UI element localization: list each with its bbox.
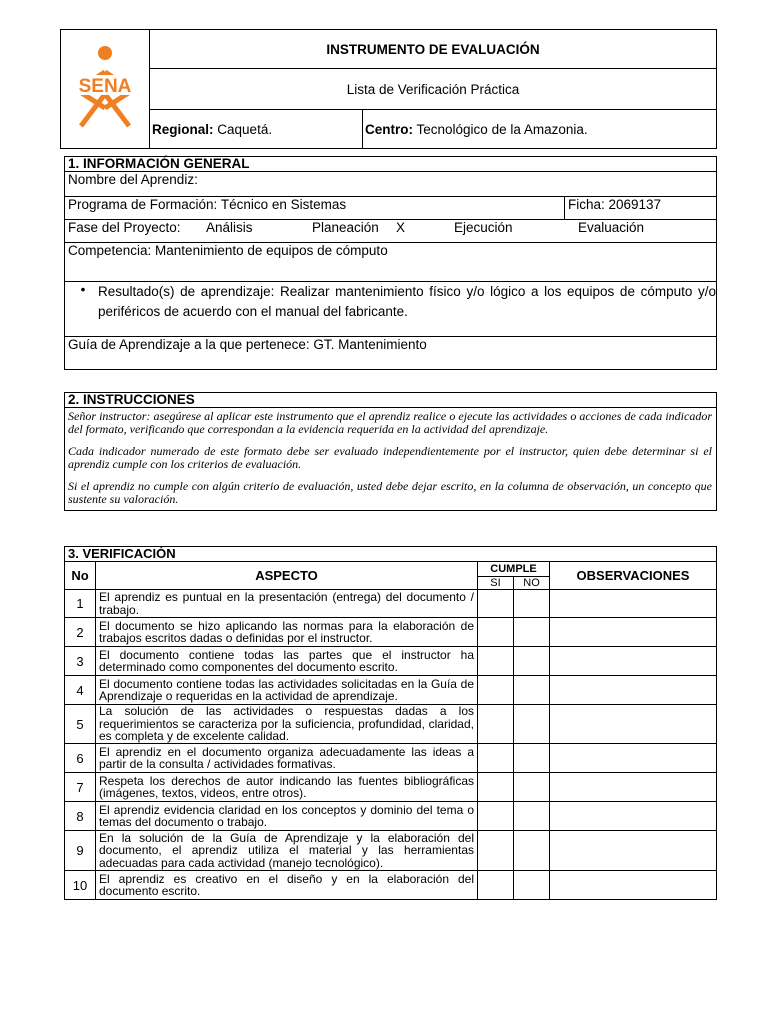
instruction-paragraph: Si el aprendiz no cumple con algún criterio de evaluación, usted debe dejar escrito, en la columna de observación, un concepto que sustente su valoración.	[68, 479, 712, 506]
centro-cell	[363, 110, 717, 149]
row-number: 8	[65, 802, 96, 831]
centro-value: Tecnológico de la Amazonia.	[416, 121, 588, 137]
aspect-text: La solución de las actividades o respuestas dadas a los requerimientos se caracteriza por la suficiencia, profundidad, claridad, es completa y de excelente calidad.	[96, 705, 478, 744]
cumple-no-cell[interactable]	[514, 744, 550, 773]
col-observaciones-header: OBSERVACIONES	[550, 562, 717, 590]
cumple-no-cell[interactable]	[514, 705, 550, 744]
aspect-text: El documento se hizo aplicando las normas para la elaboración de trabajos escritos dadas o definidas por el instructor.	[96, 618, 478, 647]
cumple-si-cell[interactable]	[478, 705, 514, 744]
observaciones-cell[interactable]	[550, 618, 717, 647]
regional-cell	[150, 110, 363, 149]
aspect-text: Respeta los derechos de autor indicando las fuentes bibliográficas (imágenes, textos, videos, entre otros).	[96, 773, 478, 802]
row-number: 4	[65, 676, 96, 705]
guia-aprendizaje-field: Guía de Aprendizaje a la que pertenece: GT. Mantenimiento	[65, 337, 717, 370]
col-cumple-header: CUMPLE	[478, 562, 550, 577]
observaciones-cell[interactable]	[550, 802, 717, 831]
regional-value: Caquetá.	[217, 121, 273, 137]
cumple-si-cell[interactable]	[478, 590, 514, 618]
regional-label: Regional:	[152, 121, 214, 137]
document-subtitle: Lista de Verificación Práctica	[150, 69, 717, 110]
row-number: 1	[65, 590, 96, 618]
table-row	[65, 618, 717, 647]
row-number: 9	[65, 831, 96, 871]
row-number: 2	[65, 618, 96, 647]
aspect-text: El aprendiz es puntual en la presentación (entrega) del documento / trabajo.	[96, 590, 478, 618]
fase-ejecucion: Ejecución	[454, 220, 513, 235]
cumple-no-cell[interactable]	[514, 831, 550, 871]
aspect-text: El aprendiz es creativo en el diseño y en la elaboración del documento escrito.	[96, 871, 478, 900]
cumple-si-cell[interactable]	[478, 802, 514, 831]
observaciones-cell[interactable]	[550, 744, 717, 773]
row-number: 6	[65, 744, 96, 773]
fase-analisis: Análisis	[206, 220, 253, 235]
header-table	[60, 29, 717, 149]
col-aspecto-header: ASPECTO	[96, 562, 478, 590]
instruction-paragraph: Señor instructor: asegúrese al aplicar este instrumento que el aprendiz realice o ejecute las actividades o acciones de cada indicador del formato, verificando que correspondan a la evidencia requerida en la actividad del aprendizaje.	[68, 409, 712, 436]
observaciones-cell[interactable]	[550, 676, 717, 705]
cumple-si-cell[interactable]	[478, 676, 514, 705]
col-no-header: No	[65, 562, 96, 590]
instruction-paragraph: Cada indicador numerado de este formato debe ser evaluado independientemente por el instructor, quien debe determinar si el aprendiz cumple con los criterios de evaluación.	[68, 444, 712, 471]
sena-logo-icon	[65, 44, 145, 130]
table-row	[65, 773, 717, 802]
cumple-si-cell[interactable]	[478, 773, 514, 802]
aspect-text: En la solución de la Guía de Aprendizaje y la elaboración del documento, el aprendiz utiliza el material y las herramientas adecuadas para cada actividad (manejo tecnológico).	[96, 831, 478, 871]
row-number: 7	[65, 773, 96, 802]
table-row	[65, 802, 717, 831]
programa-field: Programa de Formación: Técnico en Sistemas	[65, 197, 565, 220]
cumple-si-cell[interactable]	[478, 871, 514, 900]
competencia-field: Competencia: Mantenimiento de equipos de cómputo	[65, 243, 717, 282]
instructions-body	[65, 408, 717, 511]
fase-planeacion-mark: X	[396, 220, 406, 235]
row-number: 10	[65, 871, 96, 900]
table-row	[65, 831, 717, 871]
cumple-no-cell[interactable]	[514, 773, 550, 802]
row-number: 3	[65, 647, 96, 676]
bullet-icon: •	[80, 282, 86, 297]
cumple-no-cell[interactable]	[514, 676, 550, 705]
centro-label: Centro:	[365, 121, 413, 137]
table-row	[65, 705, 717, 744]
section-title-general: 1. INFORMACIÓN GENERAL	[65, 157, 717, 172]
verification-rows	[65, 590, 717, 900]
observaciones-cell[interactable]	[550, 773, 717, 802]
observaciones-cell[interactable]	[550, 705, 717, 744]
aspect-text: El aprendiz evidencia claridad en los conceptos y dominio del tema o temas del documento o trabajo.	[96, 802, 478, 831]
table-row	[65, 647, 717, 676]
fase-label: Fase del Proyecto:	[68, 220, 181, 235]
cumple-si-cell[interactable]	[478, 744, 514, 773]
cumple-si-cell[interactable]	[478, 618, 514, 647]
instructions-table	[64, 392, 717, 511]
resultado-aprendizaje-cell	[65, 282, 717, 337]
observaciones-cell[interactable]	[550, 590, 717, 618]
aspect-text: El aprendiz en el documento organiza adecuadamente las ideas a partir de la consulta / actividades formativas.	[96, 744, 478, 773]
resultado-aprendizaje: Resultado(s) de aprendizaje: Realizar mantenimiento físico y/o lógico a los equipos de cómputo y/o periféricos de acuerdo con el manual del fabricante.	[98, 284, 716, 319]
cumple-no-cell[interactable]	[514, 647, 550, 676]
ficha-field: Ficha: 2069137	[565, 197, 717, 220]
fase-evaluacion: Evaluación	[578, 220, 645, 235]
fase-planeacion: Planeación	[312, 220, 379, 235]
aspect-text: El documento contiene todas las actividades solicitadas en la Guía de Aprendizaje o requeridas en la actividad de aprendizaje.	[96, 676, 478, 705]
fase-proyecto-row	[65, 220, 717, 243]
observaciones-cell[interactable]	[550, 871, 717, 900]
col-no-option-header: NO	[514, 577, 550, 590]
row-number: 5	[65, 705, 96, 744]
observaciones-cell[interactable]	[550, 831, 717, 871]
table-row	[65, 590, 717, 618]
section-title-instructions: 2. INSTRUCCIONES	[65, 393, 717, 408]
table-row	[65, 676, 717, 705]
section-title-verification: 3. VERIFICACIÓN	[65, 547, 717, 562]
svg-text:SENA: SENA	[78, 75, 132, 97]
cumple-si-cell[interactable]	[478, 831, 514, 871]
table-row	[65, 871, 717, 900]
table-row	[65, 744, 717, 773]
cumple-no-cell[interactable]	[514, 618, 550, 647]
nombre-aprendiz-field: Nombre del Aprendiz:	[65, 172, 717, 197]
cumple-no-cell[interactable]	[514, 871, 550, 900]
cumple-no-cell[interactable]	[514, 802, 550, 831]
cumple-si-cell[interactable]	[478, 647, 514, 676]
observaciones-cell[interactable]	[550, 647, 717, 676]
verification-table	[64, 546, 717, 900]
sena-logo	[61, 30, 150, 149]
col-si-header: SI	[478, 577, 514, 590]
cumple-no-cell[interactable]	[514, 590, 550, 618]
document-title: INSTRUMENTO DE EVALUACIÓN	[150, 30, 717, 69]
general-info-table	[64, 156, 717, 370]
aspect-text: El documento contiene todas las partes que el instructor ha determinado como componentes del documento escrito.	[96, 647, 478, 676]
